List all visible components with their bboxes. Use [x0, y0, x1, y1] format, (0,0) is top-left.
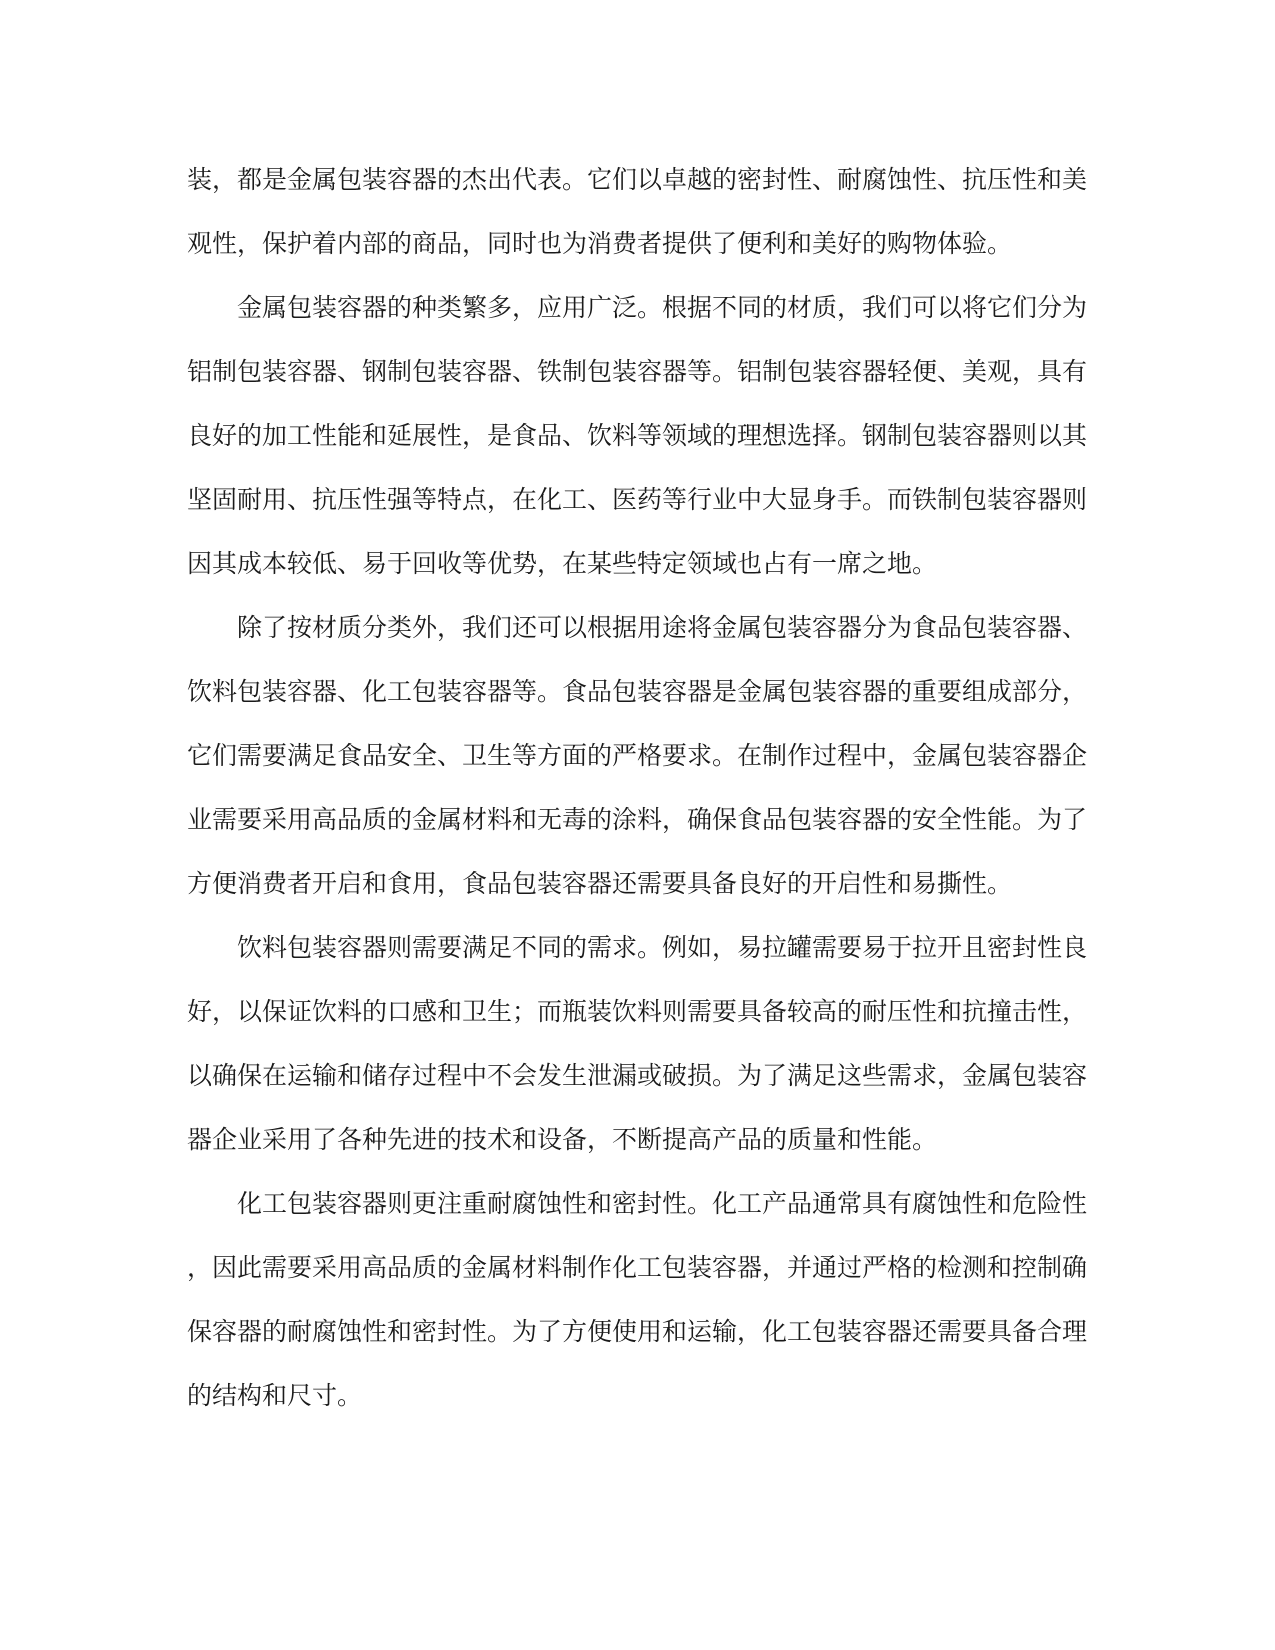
text-line: 好，以保证饮料的口感和卫生；而瓶装饮料则需要具备较高的耐压性和抗撞击性，	[187, 997, 1088, 1026]
text-line: 观性，保护着内部的商品，同时也为消费者提供了便利和美好的购物体验。	[187, 229, 1013, 258]
document-body	[187, 148, 1087, 1428]
text-line: 方便消费者开启和食用，食品包装容器还需要具备良好的开启性和易撕性。	[187, 869, 1013, 898]
text-line: 除了按材质分类外，我们还可以根据用途将金属包装容器分为食品包装容器、	[237, 613, 1088, 642]
text-line: 业需要采用高品质的金属材料和无毒的涂料，确保食品包装容器的安全性能。为了	[187, 805, 1088, 834]
text-line: 的结构和尺寸。	[187, 1381, 363, 1410]
text-line: 它们需要满足食品安全、卫生等方面的严格要求。在制作过程中，金属包装容器企	[187, 741, 1088, 770]
text-line: 饮料包装容器、化工包装容器等。食品包装容器是金属包装容器的重要组成部分，	[187, 677, 1088, 706]
text-line: 因其成本较低、易于回收等优势，在某些特定领域也占有一席之地。	[187, 549, 938, 578]
text-line: 良好的加工性能和延展性，是食品、饮料等领域的理想选择。钢制包装容器则以其	[187, 421, 1088, 450]
text-line: 饮料包装容器则需要满足不同的需求。例如，易拉罐需要易于拉开且密封性良	[237, 933, 1088, 962]
text-line: 保容器的耐腐蚀性和密封性。为了方便使用和运输，化工包装容器还需要具备合理	[187, 1317, 1088, 1346]
text-line: 化工包装容器则更注重耐腐蚀性和密封性。化工产品通常具有腐蚀性和危险性	[237, 1189, 1088, 1218]
text-line: 金属包装容器的种类繁多，应用广泛。根据不同的材质，我们可以将它们分为	[237, 293, 1088, 322]
text-line: 坚固耐用、抗压性强等特点，在化工、医药等行业中大显身手。而铁制包装容器则	[187, 485, 1088, 514]
text-line: 铝制包装容器、钢制包装容器、铁制包装容器等。铝制包装容器轻便、美观，具有	[187, 357, 1088, 386]
text-line: 以确保在运输和储存过程中不会发生泄漏或破损。为了满足这些需求，金属包装容	[187, 1061, 1088, 1090]
text-line: 装，都是金属包装容器的杰出代表。它们以卓越的密封性、耐腐蚀性、抗压性和美	[187, 165, 1088, 194]
text-line: ，因此需要采用高品质的金属材料制作化工包装容器，并通过严格的检测和控制确	[187, 1253, 1088, 1282]
text-line: 器企业采用了各种先进的技术和设备，不断提高产品的质量和性能。	[187, 1125, 938, 1154]
